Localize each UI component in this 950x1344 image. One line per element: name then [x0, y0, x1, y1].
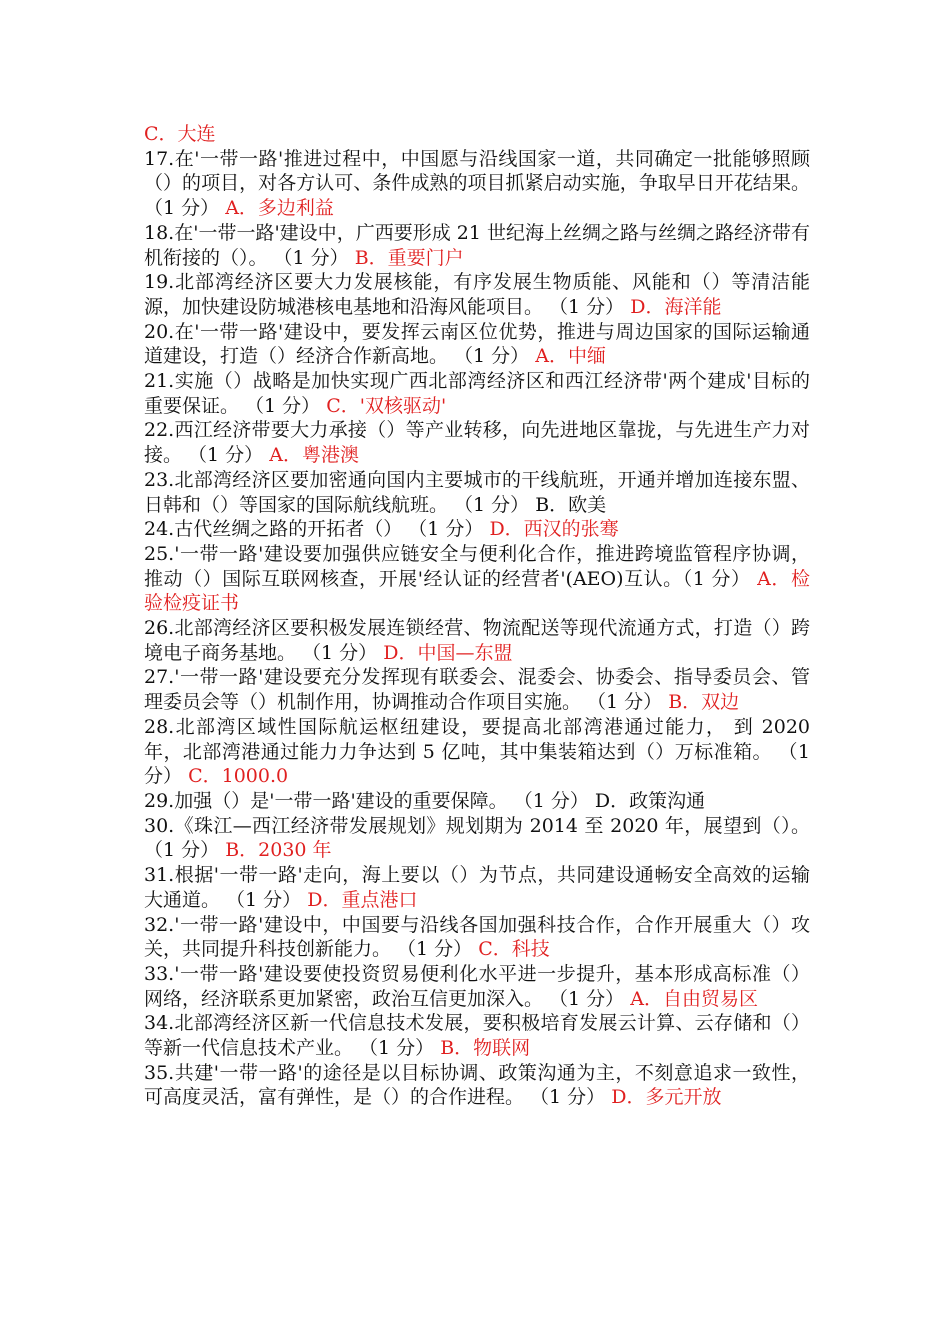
answer-text: D．重点港口: [307, 888, 418, 911]
question-item: [144, 468, 810, 517]
answer-text: A．中缅: [535, 345, 606, 368]
question-item: [144, 863, 810, 912]
answer-text: A．多边利益: [225, 197, 334, 220]
answer-text: A．自由贸易区: [630, 987, 758, 1010]
lead-answer: [144, 122, 810, 147]
question-item: [144, 221, 810, 270]
question-item: [144, 1061, 810, 1110]
answer-text: C．1000.0: [188, 765, 289, 788]
answer-text: B．2030 年: [225, 839, 332, 862]
question-text: 34.北部湾经济区新一代信息技术发展，要积极培育发展云计算、云存储和（）等新一代信息技术产业。 （1 分）: [144, 1012, 810, 1060]
answer-text: C．大连: [144, 123, 216, 145]
question-item: [144, 542, 810, 616]
question-text: 28.北部湾区域性国际航运枢纽建设，要提高北部湾港通过能力， 到 2020 年，北部湾港通过能力力争达到 5 亿吨，其中集装箱达到（）万标准箱。 （1 分）: [144, 715, 810, 788]
answer-text: D．海洋能: [630, 295, 722, 318]
answer-text: D．中国—东盟: [383, 641, 513, 664]
answer-text: D．多元开放: [611, 1086, 722, 1109]
question-text: 18.在'一带一路'建设中，广西要形成 21 世纪海上丝绸之路与丝绸之路经济带有机衔接的（）。 （1 分）: [144, 221, 810, 269]
question-item: [144, 369, 810, 418]
question-item: [144, 418, 810, 467]
question-text: 22.西江经济带要大力承接（）等产业转移，向先进地区靠拢，与先进生产力对接。 （1 分）: [144, 419, 810, 467]
question-item: [144, 517, 810, 542]
question-item: [144, 715, 810, 789]
answer-text: A．检验检疫证书: [144, 567, 810, 615]
question-text: 29.加强（）是'一带一路'建设的重要保障。 （1 分）: [144, 789, 589, 812]
question-item: [144, 814, 810, 863]
question-text: 32.'一带一路'建设中，中国要与沿线各国加强科技合作，合作开展重大（）攻关，共同提升科技创新能力。 （1 分）: [144, 913, 810, 961]
question-item: [144, 665, 810, 714]
question-text: 30.《珠江—西江经济带发展规划》规划期为 2014 至 2020 年，展望到（）。 （1 分）: [144, 814, 810, 862]
question-item: [144, 1011, 810, 1060]
question-item: [144, 320, 810, 369]
question-item: [144, 962, 810, 1011]
question-text: 26.北部湾经济区要积极发展连锁经营、物流配送等现代流通方式，打造（）跨境电子商务基地。 （1 分）: [144, 617, 810, 664]
question-item: [144, 616, 810, 665]
question-text: 24.古代丝绸之路的开拓者（） （1 分）: [144, 518, 484, 541]
answer-text: B．重要门户: [354, 246, 464, 269]
question-item: [144, 270, 810, 319]
answer-text: B．欧美: [535, 493, 607, 516]
question-text: 31.根据'一带一路'走向，海上要以（）为节点，共同建设通畅安全高效的运输大通道。 （1 分）: [144, 864, 810, 911]
question-text: 20.在'一带一路'建设中，要发挥云南区位优势，推进与周边国家的国际运输通道建设，打造（）经济合作新高地。 （1 分）: [144, 320, 810, 368]
answer-text: A．粤港澳: [269, 444, 359, 467]
question-item: [144, 147, 810, 221]
answer-text: C．科技: [478, 938, 550, 961]
answer-text: C．'双核驱动': [326, 394, 447, 417]
answer-text: D．西汉的张骞: [489, 518, 619, 541]
document-page: [144, 122, 810, 1110]
answer-text: B．双边: [668, 691, 740, 714]
question-item: [144, 789, 810, 814]
question-item: [144, 913, 810, 962]
answer-text: B．物联网: [440, 1037, 531, 1060]
question-text: 33.'一带一路'建设要使投资贸易便利化水平进一步提升，基本形成高标准（）网络，经济联系更加紧密，政治互信更加深入。 （1 分）: [144, 962, 810, 1010]
question-text: 35.共建'一带一路'的途径是以目标协调、政策沟通为主，不刻意追求一致性，可高度灵活，富有弹性，是（）的合作进程。 （1 分）: [144, 1061, 810, 1109]
question-list: [144, 147, 810, 1110]
question-text: 19.北部湾经济区要大力发展核能，有序发展生物质能、风能和（）等清洁能源，加快建设防城港核电基地和沿海风能项目。 （1 分）: [144, 271, 810, 318]
question-text: 21.实施（）战略是加快实现广西北部湾经济区和西江经济带'两个建成'目标的重要保证。 （1 分）: [144, 370, 810, 417]
question-text: 23.北部湾经济区要加密通向国内主要城市的干线航班，开通并增加连接东盟、日韩和（）等国家的国际航线航班。 （1 分）: [144, 468, 810, 516]
question-text: 25.'一带一路'建设要加强供应链安全与便利化合作，推进跨境监管程序协调，推动（）国际互联网核查，开展'经认证的经营者'(AEO)互认。（1 分）: [144, 542, 810, 590]
question-text: 27.'一带一路'建设要充分发挥现有联委会、混委会、协委会、指导委员会、管理委员会等（）机制作用，协调推动合作项目实施。 （1 分）: [144, 666, 810, 714]
answer-text: D．政策沟通: [594, 789, 706, 812]
question-text: 17.在'一带一路'推进过程中，中国愿与沿线国家一道，共同确定一批能够照顾（）的项目，对各方认可、条件成熟的项目抓紧启动实施，争取早日开花结果。 （1 分）: [144, 147, 810, 220]
